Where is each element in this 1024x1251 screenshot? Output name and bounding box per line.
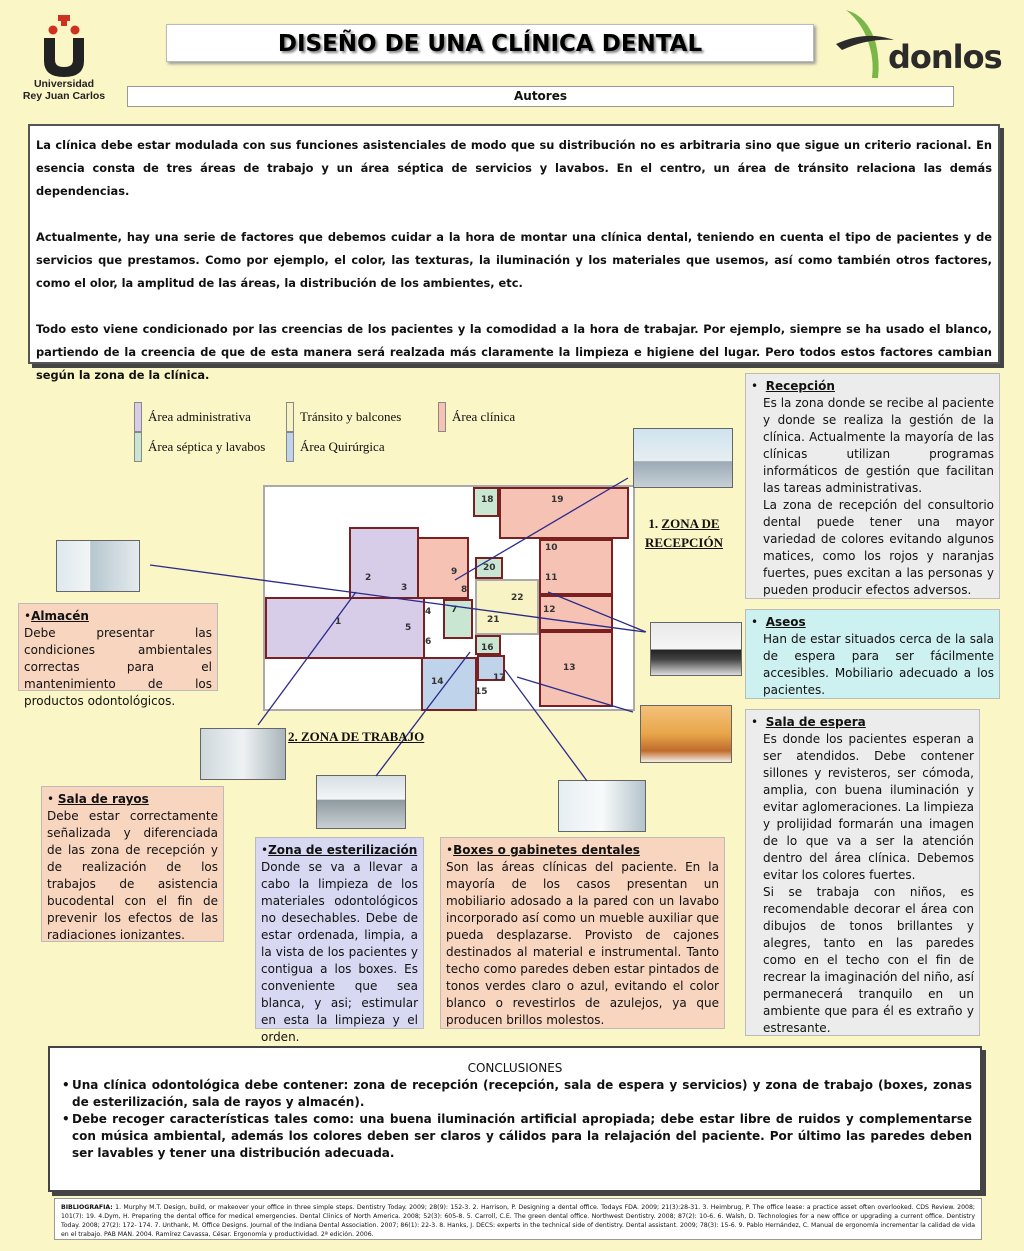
almacen-box: •Almacén Debe presentar las condiciones ambientales correctas para el mantenimiento de los productos odontológicos.: [18, 603, 218, 691]
restroom-text: Han de estar situados cerca de la sala de espera para ser fácilmente accesibles. Mobiliario adecuado a los pacientes.: [763, 632, 994, 697]
restroom-box: • Aseos Han de estar situados cerca de la sala de espera para ser fácilmente accesibles. Mobiliario adecuado a los pacientes.: [745, 609, 1000, 699]
almacen-title: Almacén: [31, 609, 89, 623]
room-number: 5: [405, 623, 412, 633]
connector-line: [150, 565, 645, 632]
room-number: 14: [431, 677, 444, 687]
waiting-room-title: Sala de espera: [765, 715, 866, 729]
room-number: 19: [551, 495, 564, 505]
intro-paragraph-2: Actualmente, hay una serie de factores que debemos cuidar a la hora de montar una clínica dental, teniendo en cuenta el tipo de pacientes y de servicios que prestamos. Como por ejemplo, el color, las texturas, la iluminación y los materiales que usemos, así como también otros factores, como el olor, la amplitud de las áreas, la distribución de los ambientes, etc.: [36, 230, 992, 290]
room-number: 2: [365, 573, 372, 583]
connector-line: [505, 670, 587, 781]
room-number: 13: [563, 663, 576, 673]
room-number: 12: [543, 605, 556, 615]
waiting-room-box: • Sala de espera Es donde los pacientes esperan a ser atendidos. Debe contener sillones y revisteros, ser cómoda, amplia, con buena iluminación y evitar aglomeraciones. La limpieza y prolijidad formarán una imagen de lo que va a ser la atención dentro del área clínica. Debemos evitar los colores fuertes. Si se trabaja con niños, es recomendable decorar el área con dibujos de tonos brillantes y alegres, tanto en las paredes como en el techo con el fin de recrear la imaginación del niño, así permanecerá tranquilo en un ambiente que para él es extraño y estresante.: [745, 709, 980, 1036]
university-name-line2: Rey Juan Carlos: [22, 90, 106, 102]
conclusion-item: • Una clínica odontológica debe contener: zona de recepción (recepción, sala de espera y servicios) y zona de trabajo (boxes, zonas de esterilización, sala de rayos y almacén).: [58, 1077, 972, 1111]
room-number: 7: [451, 605, 458, 615]
legend-item-transit: Tránsito y balcones: [286, 402, 401, 432]
bibliography-label: BIBLIOGRAFIA:: [61, 1204, 113, 1211]
room-number: 1: [335, 617, 342, 627]
room-number: 3: [401, 583, 408, 593]
room-number: 16: [481, 643, 494, 653]
sterilization-box: •Zona de esterilización Donde se va a llevar a cabo la limpieza de los materiales odontológicos no desechables. Debe de estar ordenada, limpia, a la vista de los pacientes y contigua a los boxes. Es conveniente que sea blanca, y asi; estimular en esta la limpieza y el orden.: [255, 837, 424, 1029]
xray-room-title: Sala de rayos: [57, 792, 149, 806]
restroom-title: Aseos: [765, 615, 806, 629]
room-number: 10: [545, 543, 558, 553]
reception-text-2: La zona de recepción del consultorio dental puede tener una mayor variedad de colores evitando algunos matices, como los rojos y naranjas fuertes, pues excitan a las personas y pueden producir efectos adversos.: [763, 498, 994, 597]
room-number: 11: [545, 573, 558, 583]
room-number: 9: [451, 567, 458, 577]
waiting-room-text-2: Si se trabaja con niños, es recomendable decorar el área con dibujos de tonos brillantes y alegres, tanto en las paredes como en el techo con el fin de recrear la imaginación del niño, así permanecerá tranquilo en un ambiente que para él es extraño y estresante.: [763, 885, 974, 1035]
reception-text-1: Es la zona donde se recibe al paciente y donde se realiza la gestión de la clínica. Actualmente la mayoría de las clínicas utilizan programas informáticos de gestión que facilitan las tareas administrativas.: [763, 396, 994, 495]
university-name-line1: Universidad: [33, 78, 95, 90]
dental-boxes-text: Son las áreas clínicas del paciente. En la mayoría de los casos presentan un mobiliario adosado a la pared con un lavabo incorporado así como un mueble auxiliar que pueda desplazarse. Provisto de cajones destinados al material e instrumental. Tanto techo como paredes deben estar pintados de tonos verdes claro o azul, evitando el color blanco o revestirlos de azulejos, ya que producen brillos molestos.: [446, 860, 719, 1027]
room-number: 8: [461, 585, 468, 595]
xray-room-box: • Sala de rayos Debe estar correctamente señalizada y diferenciada de las zona de recepción y de realización de los trabajos de asistencia bucodental con el fin de prevenir los efectos de las radiaciones ionizantes.: [41, 786, 224, 942]
bibliography-text: 1. Murphy M.T. Design, build, or makeover your office in three simple steps. Dentistry Today. 2009; 28(9): 152-3. 2. Harrison, P. Designing a dental office. Todays FDA. 2009; 21(3):28-31. 3. Heimbrug, P. The office lease: a practice asset often overlooked. CDS Review. 2008; 101(7): 19. 4.Dym, H. Preparing the dental office for medical emergencies. Dental Clinics of North America. 2008; 52(3): 605-8. 5. Carroll, C.E. The green dental office. Northwest Dentistry. 2008; 87(2): 10-6. 6. Walsh, D. Technologies for a new office or upgrading a current office. Dentistry Today. 2008; 27(2): 172- 174. 7. Unthank, M. Office Designs. Journal of the Indiana Dental Association. 2007; 86(1): 22-3. 8. Hanks, J. DECS: experts in the technical side of dentistry. Dental assistant. 2009; 78(3): 15-6. 9. Pablo Hernández, C. Manual de ergonomía incrementar la calidad de vida en el trabajo. PAB MAN. 2004. Ramírez Cavassa, César. Ergonomía y productividad. 2ª edición. 2006.: [61, 1204, 975, 1238]
dental-boxes-box: •Boxes o gabinetes dentales Son las áreas clínicas del paciente. En la mayoría de los casos presentan un mobiliario adosado a la pared con un lavabo incorporado así como un mueble auxiliar que pueda desplazarse. Provisto de cajones destinados al material e instrumental. Tanto techo como paredes deben estar pintados de tonos verdes claro o azul, evitando el color blanco o revestirlos de azulejos, ya que producen brillos molestos.: [440, 837, 725, 1029]
reception-title: Recepción: [765, 379, 835, 393]
almacen-text: Debe presentar las condiciones ambientales correctas para el mantenimiento de los productos odontológicos.: [24, 626, 212, 708]
intro-paragraph-3: Todo esto viene condicionado por las creencias de los pacientes y la comodidad a la hora de trabajar. Por ejemplo, siempre se ha usado el blanco, partiendo de la creencia de que de esta manera será realzada más claramente la limpieza e higiene del lugar. Pero todos estos factores cambian según la zona de la clínica.: [36, 322, 992, 382]
poster-title: DISEÑO DE UNA CLÍNICA DENTAL: [277, 31, 703, 57]
room-number: 15: [475, 687, 488, 697]
conclusions-list: [58, 1077, 972, 1162]
partner-logo-text: donlos: [888, 38, 1002, 76]
reception-box: • Recepción Es la zona donde se recibe al paciente y donde se realiza la gestión de la clínica. Actualmente la mayoría de las clínicas utilizan programas informáticos de gestión que facilitan las tareas administrativas. La zona de recepción del consultorio dental puede tener una mayor variedad de colores evitando algunos matices, como los rojos y naranjas fuertes, pues excitan a las personas y pueden producir efectos adversos.: [745, 373, 1000, 599]
room-number: 21: [487, 615, 500, 625]
room-number: 22: [511, 593, 524, 603]
connector-line: [455, 478, 628, 580]
room-number: 20: [483, 563, 496, 573]
zone-work-label: 2. ZONA DE TRABAJO: [288, 729, 425, 744]
room-number: 4: [425, 607, 432, 617]
intro-paragraph-1: La clínica debe estar modulada con sus funciones asistenciales de modo que su distribución no es arbitraria sino que sigue un criterio racional. En esencia consta de tres áreas de trabajo y un área séptica de servicios y lavabos. En el centro, un área de tránsito relaciona las demás dependencias.: [36, 138, 992, 198]
dental-boxes-title: Boxes o gabinetes dentales: [453, 843, 640, 857]
conclusions-title: CONCLUSIONES: [467, 1061, 563, 1075]
connector-line: [258, 592, 356, 725]
authors-bar: Autores: [127, 86, 954, 107]
sterilization-text: Donde se va a llevar a cabo la limpieza de los materiales odontológicos no desechables. Debe de estar ordenada, limpia, a la vista de los pacientes y contigua a los boxes. Es conveniente que sea blanca, y asi; estimular en esta la limpieza y el orden.: [261, 860, 418, 1044]
zone-reception-label: 1. ZONA DE RECEPCIÓN: [644, 516, 723, 550]
legend-item-admin: Área administrativa: [134, 402, 251, 432]
xray-room-text: Debe estar correctamente señalizada y diferenciada de las zona de recepción y de realización de los trabajos de asistencia bucodental con el fin de prevenir los efectos de las radiaciones ionizantes.: [47, 809, 218, 942]
room-number: 6: [425, 637, 432, 647]
conclusions-panel: [48, 1046, 982, 1192]
connector-line: [517, 677, 633, 712]
conclusion-item: • Debe recoger características tales como: una buena iluminación artificial apropiada; debe estar libre de ruidos y complementarse con música ambiental, además los colores deben ser claros y cálidos para la relajación del paciente. Por último las paredes deben ser lavables y tener una distribución adecuada.: [58, 1111, 972, 1162]
legend-item-clinical: Área clínica: [438, 402, 515, 432]
waiting-room-text-1: Es donde los pacientes esperan a ser atendidos. Debe contener sillones y revisteros, ser cómoda, amplia, con buena iluminación y evitar aglomeraciones. La limpieza y prolijidad formarán una imagen de lo que va a ser la atención dentro del área clínica. Debemos evitar los colores fuertes.: [763, 732, 974, 882]
room-number: 18: [481, 495, 494, 505]
sterilization-title: Zona de esterilización: [268, 843, 418, 857]
room-number: 17: [493, 673, 506, 683]
connector-line: [376, 652, 470, 776]
legend-item-septic: Área séptica y lavabos: [134, 432, 265, 462]
legend-item-surgical: Área Quirúrgica: [286, 432, 385, 462]
bibliography-box: [54, 1198, 982, 1240]
